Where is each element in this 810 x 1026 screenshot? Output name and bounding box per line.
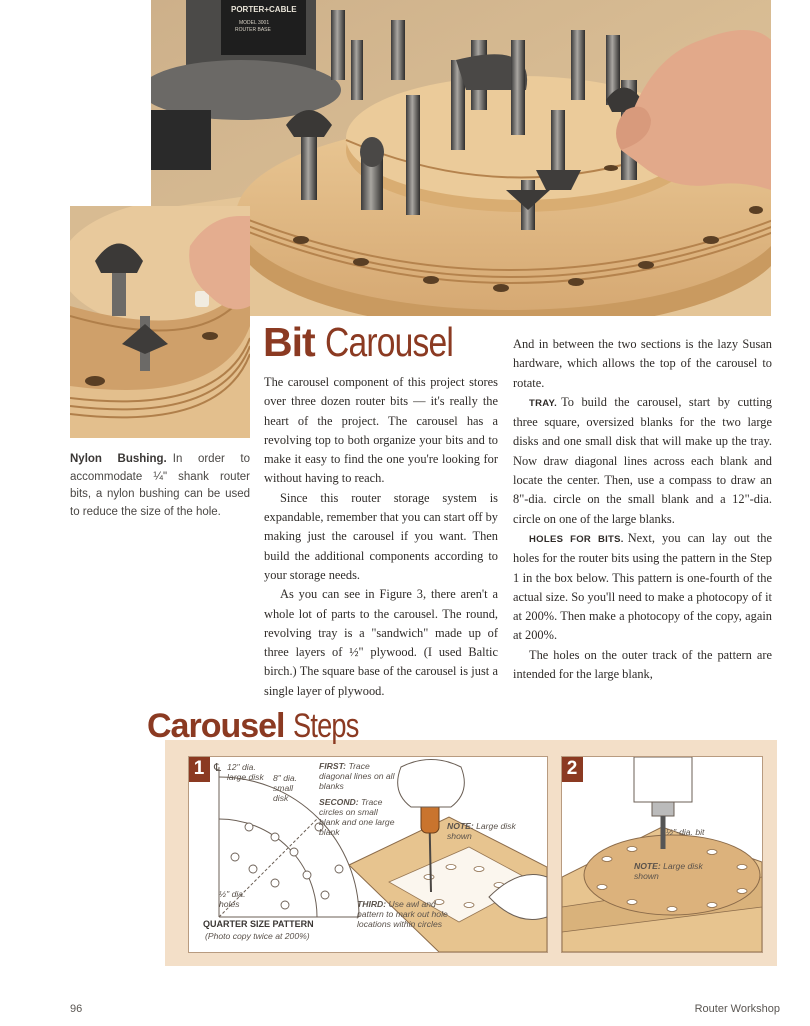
article-column-1 — [264, 373, 498, 701]
first-instruction: FIRST: Trace diagonal lines on all blanks — [319, 761, 395, 791]
bit-label: ½"-dia. bit — [666, 827, 705, 837]
step-1-number: 1 — [188, 756, 210, 782]
router-label-model: MODEL 3001 — [239, 20, 270, 26]
note-label: NOTE: Large disk shown — [634, 861, 703, 881]
article-column-2 — [513, 335, 772, 684]
paragraph: As you can see in Figure 3, there aren't a whole lot of parts to the carousel. The round, revolving tray is a "sandwich" made up of three layers of ½" plywood. (I used Baltic birch.) The square base of the carousel is just a single layer of plywood. — [264, 587, 498, 698]
run-in-head: TRAY. — [529, 397, 558, 409]
pattern-subtitle: (Photo copy twice at 200%) — [205, 931, 310, 941]
holes-label: ½" dia. holes — [219, 889, 246, 909]
caption-title: Nylon Bushing. — [70, 453, 167, 465]
paragraph: Since this router storage system is expandable, remember that you can start off by making just the carousel if you want. Then build the additional components according to your storage needs. — [264, 490, 498, 582]
note-label: NOTE: Large disk shown — [447, 821, 516, 841]
photo-caption — [70, 451, 250, 521]
router-label-base: ROUTER BASE — [235, 27, 271, 33]
paragraph: The holes on the outer track of the pattern are intended for the large blank, — [513, 647, 772, 682]
paragraph: And in between the two sections is the lazy Susan hardware, which allows the top of the carousel to rotate. — [513, 337, 772, 390]
step-2-panel — [561, 756, 763, 953]
steps-heading: Carousel Steps — [147, 707, 359, 745]
page-number: 96 — [70, 1003, 83, 1015]
step-2-number: 2 — [561, 756, 583, 782]
paragraph: HOLES FOR BITS. Next, you can lay out the holes for the router bits using the pattern in the Step 1 in the box below. This pattern is one-fourth of the actual size. So you'll need to make a photocopy of it at 200%. Then make a photocopy of the copy, again at 200%. — [513, 530, 773, 643]
article-heading — [263, 318, 481, 366]
run-in-head: HOLES FOR BITS. — [529, 533, 624, 545]
pattern-title: QUARTER SIZE PATTERN — [203, 919, 314, 929]
third-instruction: THIRD: Use awl and pattern to mark out hole locations within circles — [357, 899, 448, 929]
heading-bold: Bit — [263, 319, 315, 365]
small-disk-label: 8" dia. small disk — [273, 773, 298, 803]
nylon-bushing-photo — [70, 206, 250, 438]
large-disk-label: 12" dia. large disk — [227, 762, 264, 782]
second-instruction: SECOND: Trace circles on small blank and one large blank — [319, 797, 395, 837]
book-title: Router Workshop — [694, 1003, 780, 1015]
router-label-brand: PORTER+CABLE — [231, 5, 297, 14]
step-1-panel — [188, 756, 548, 953]
centerline-label: ℄ — [214, 762, 222, 774]
heading-light: Carousel — [325, 319, 454, 365]
paragraph: TRAY. To build the carousel, start by cutting three square, oversized blanks for the two large disks and one small disk that will make up the tray. Now draw diagonal lines across each blank and locate the center. Then, use a compass to draw an 8"-dia. circle on the small blank and a 12"-dia. circle on one of the large blanks. — [513, 394, 772, 526]
caption-text: In order to accommodate ¼" shank router bits, a nylon bushing can be used to reduce the size of the hole. — [70, 453, 250, 518]
paragraph: The carousel component of this project stores over three dozen router bits — it's really the heart of the project. The carousel has a revolving top to both organize your bits and to make it easy to find the one you're looking for without having to reach. — [264, 375, 498, 486]
